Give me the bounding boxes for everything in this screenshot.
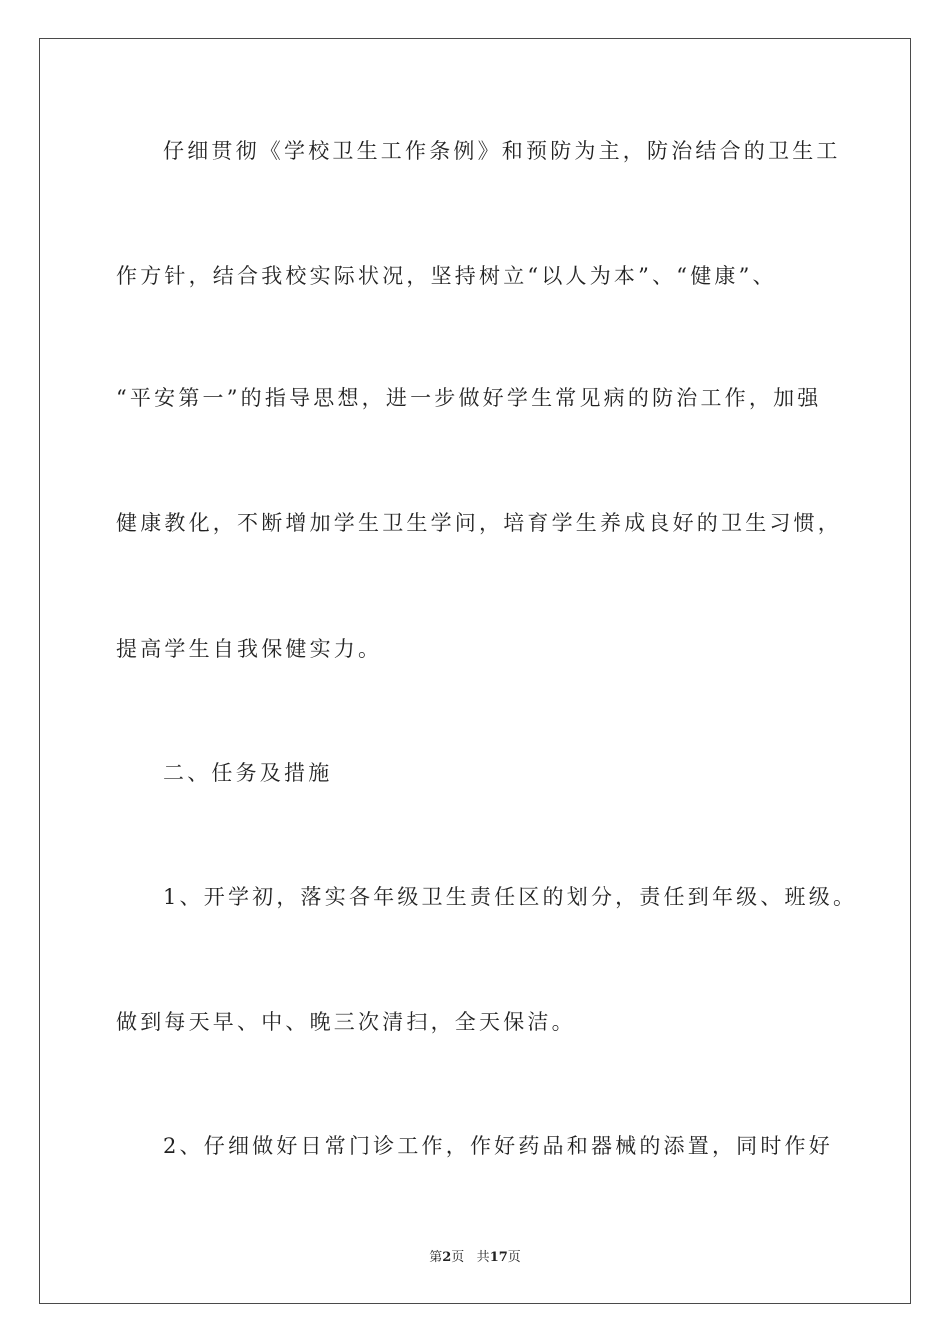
page-suffix: 页 <box>451 1250 465 1265</box>
body-line-1: 仔细贯彻《学校卫生工作条例》和预防为主，防治结合的卫生工 <box>163 139 841 163</box>
body-line-4: 健康教化，不断增加学生卫生学问，培育学生养成良好的卫生习惯， <box>116 511 842 535</box>
total-pages: 17 <box>489 1250 508 1265</box>
body-line-9: 2、仔细做好日常门诊工作，作好药品和器械的添置，同时作好 <box>163 1134 833 1158</box>
page-prefix: 第 <box>429 1250 443 1265</box>
body-line-5: 提高学生自我保健实力。 <box>116 637 383 661</box>
total-suffix: 页 <box>507 1250 521 1265</box>
page-footer <box>0 1246 950 1265</box>
section-heading: 二、任务及措施 <box>163 761 333 785</box>
body-line-3: “平安第一”的指导思想，进一步做好学生常见病的防治工作，加强 <box>116 386 822 410</box>
body-line-7: 1、开学初，落实各年级卫生责任区的划分，责任到年级、班级。 <box>163 885 858 909</box>
body-line-8: 做到每天早、中、晚三次清扫，全天保洁。 <box>116 1010 576 1034</box>
page-number: 2 <box>442 1250 452 1265</box>
page-border <box>39 38 911 1304</box>
total-prefix: 共 <box>476 1250 490 1265</box>
body-line-2: 作方针，结合我校实际状况，坚持树立“以人为本”、“健康”、 <box>116 264 777 288</box>
